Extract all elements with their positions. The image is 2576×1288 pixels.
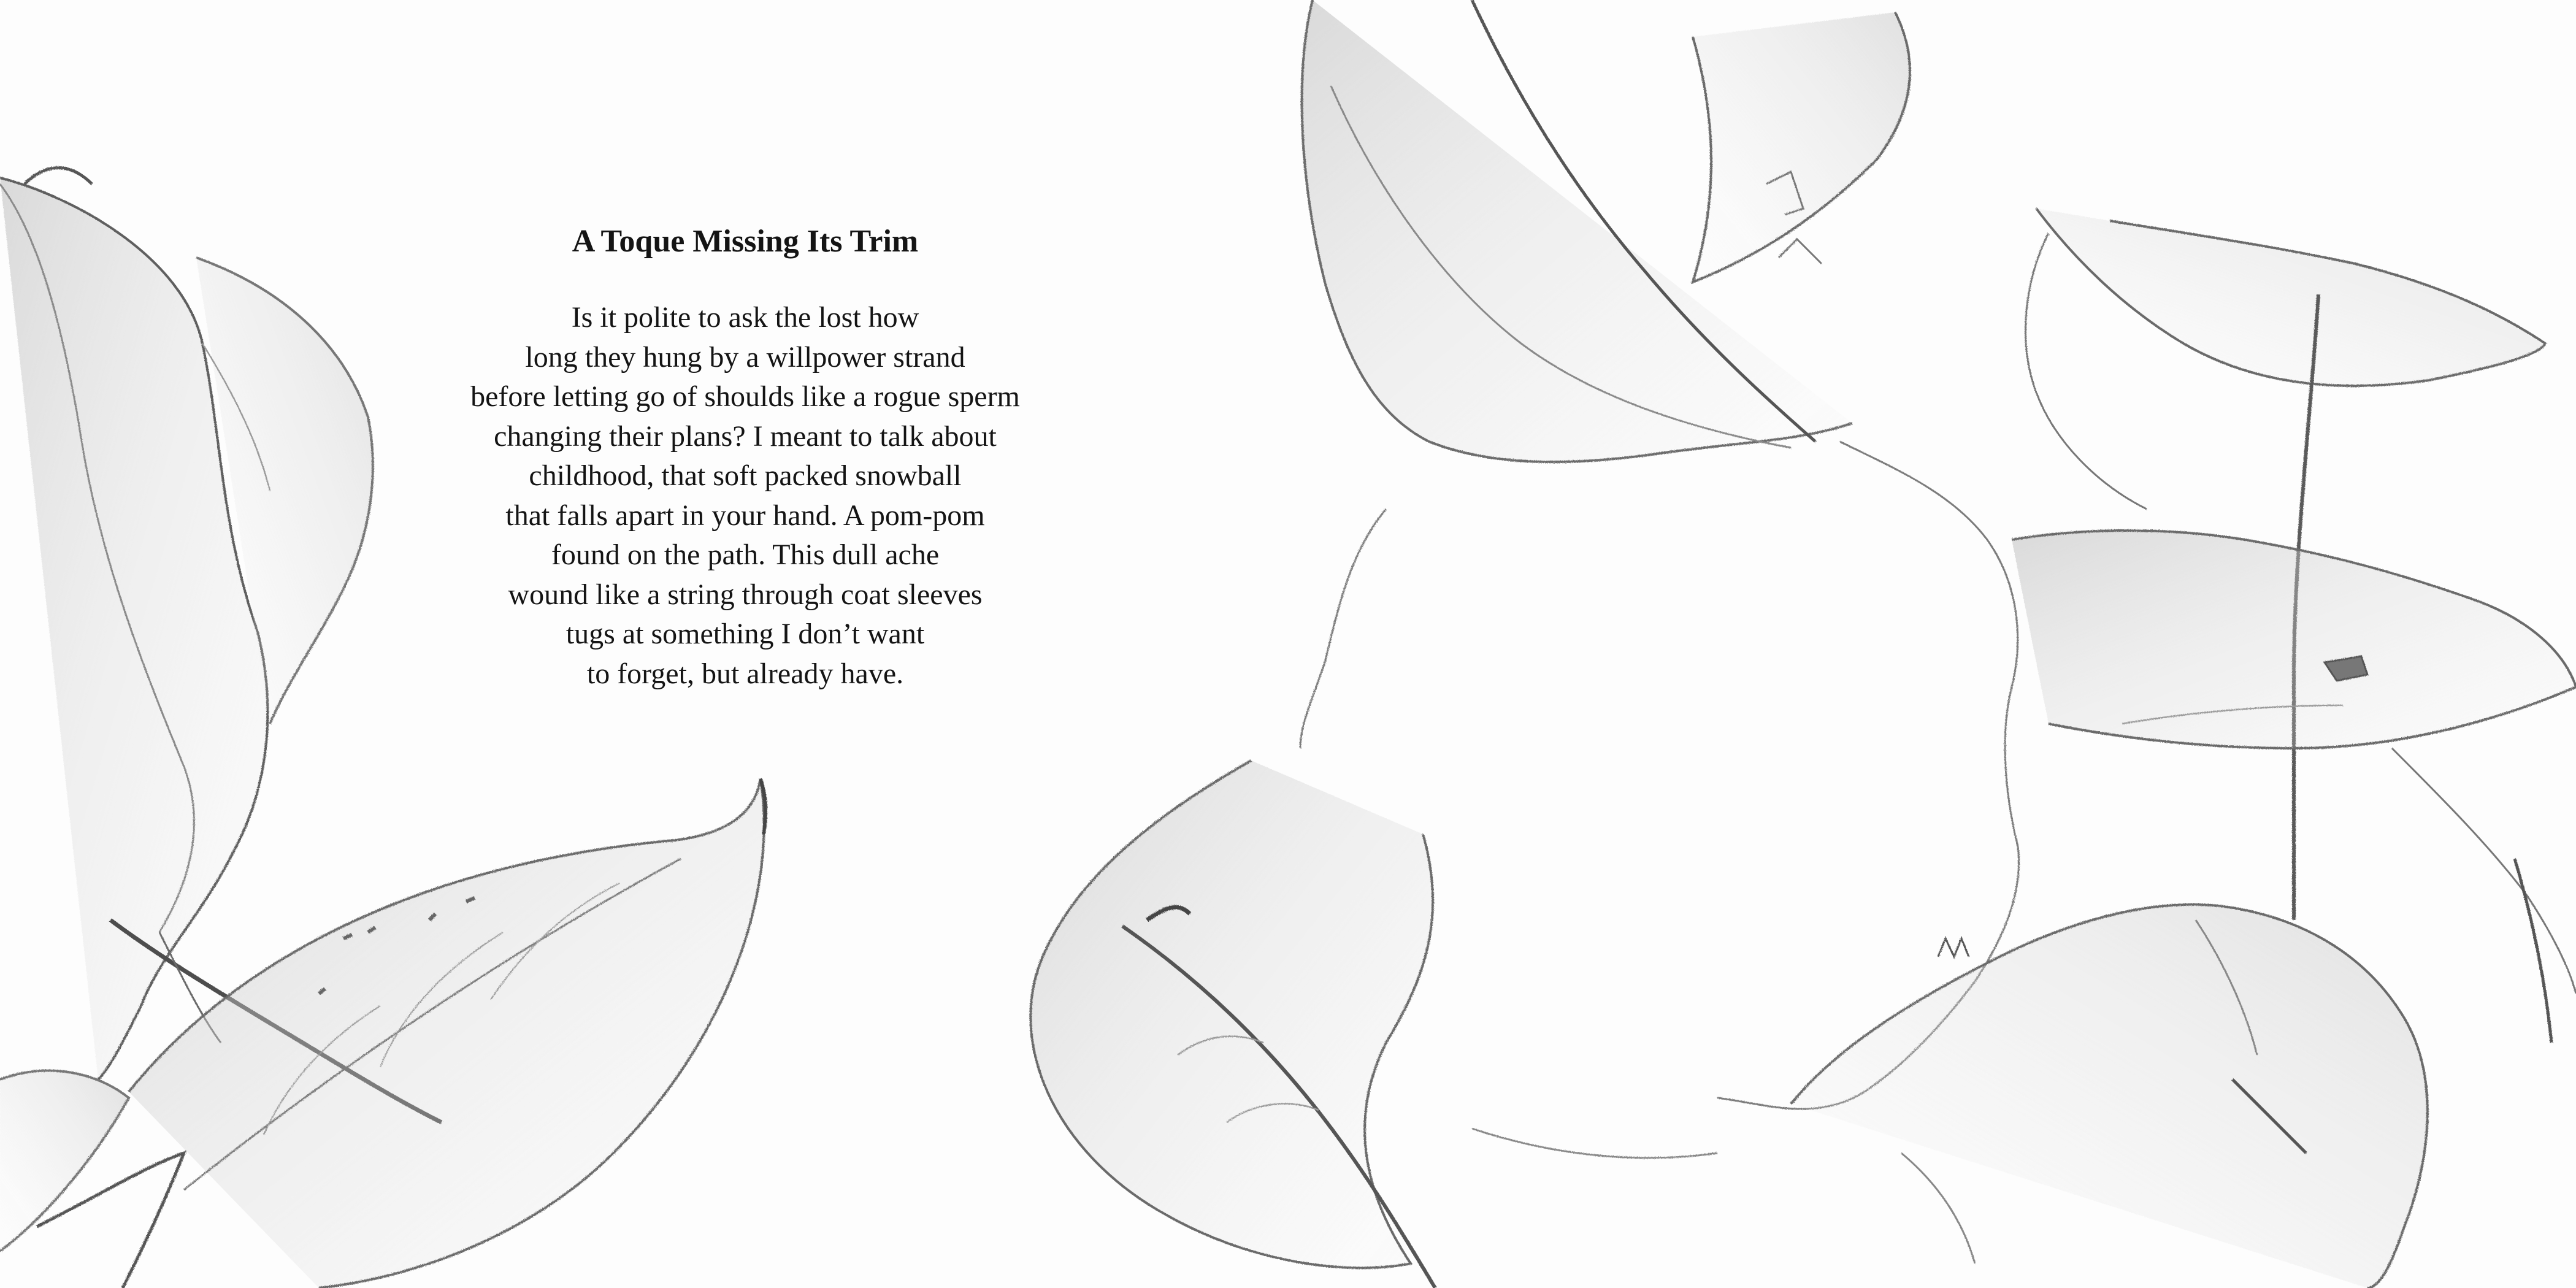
poem-line: childhood, that soft packed snowball bbox=[529, 459, 962, 492]
right-page bbox=[1288, 0, 2576, 1288]
poem-line: that falls apart in your hand. A pom-pom bbox=[505, 499, 985, 532]
poem-title: A Toque Missing Its Trim bbox=[572, 224, 919, 259]
poem-line: before letting go of shoulds like a rogue sperm bbox=[470, 380, 1020, 413]
poem-line: long they hung by a willpower strand bbox=[525, 340, 965, 374]
poem-line: tugs at something I don’t want bbox=[565, 618, 925, 650]
poem-line: changing their plans? I meant to talk about bbox=[494, 420, 997, 453]
poem-body bbox=[350, 298, 1141, 694]
poem-line: found on the path. This dull ache bbox=[551, 539, 940, 571]
poem-line: to forget, but already have. bbox=[586, 657, 904, 690]
poem bbox=[350, 216, 1141, 694]
poem-line: wound like a string through coat sleeves bbox=[508, 578, 983, 611]
poem-line: Is it polite to ask the lost how bbox=[571, 301, 919, 334]
